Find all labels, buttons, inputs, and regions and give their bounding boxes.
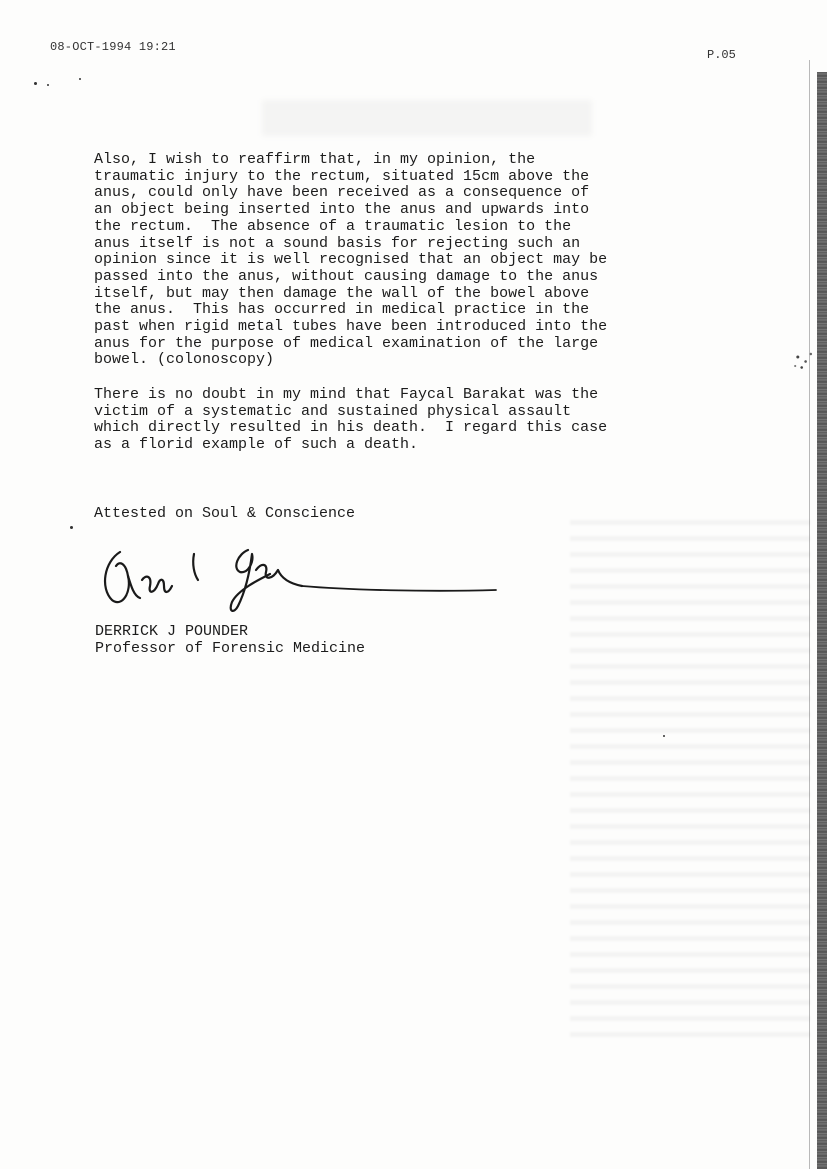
handwritten-signature [98, 540, 508, 625]
photocopy-edge-shadow [817, 72, 827, 1169]
bleed-through-smudge [262, 100, 592, 136]
attestation-line: Attested on Soul & Conscience [94, 505, 356, 522]
bleed-through-text-shadow [570, 520, 810, 1040]
copy-speck [663, 735, 665, 737]
signatory-title: Professor of Forensic Medicine [95, 640, 366, 657]
page-number: P.05 [707, 48, 736, 62]
copy-speck [34, 82, 37, 85]
copy-speck [47, 84, 49, 86]
copy-speck [70, 526, 73, 529]
body-paragraph-1: Also, I wish to reaffirm that, in my opinion, the traumatic injury to the rectum, situated 15cm above the anus, could only have been received as a consequence of an object being inserted into the anus and upwards into the rectum. The absence of a traumatic lesion to the anus itself is not a sound basis for rejecting such an opinion since it is well recognised that an object may be passed into the anus, without causing damage to the anus itself, but may then damage the wall of the bowel above the anus. This has occurred in medical practice in the past when rigid metal tubes have been introduced into the anus for the purpose of medical examination of the large bowel. (colonoscopy) [94, 151, 608, 369]
copy-speck [79, 78, 81, 80]
body-paragraph-2: There is no doubt in my mind that Faycal Barakat was the victim of a systematic and sustained physical assault which directly resulted in his death. I regard this case as a florid example of such a death. [94, 386, 608, 454]
fax-timestamp: 08-OCT-1994 19:21 [50, 40, 176, 54]
copy-noise-cluster [790, 345, 816, 375]
signatory-name: DERRICK J POUNDER [95, 623, 249, 640]
